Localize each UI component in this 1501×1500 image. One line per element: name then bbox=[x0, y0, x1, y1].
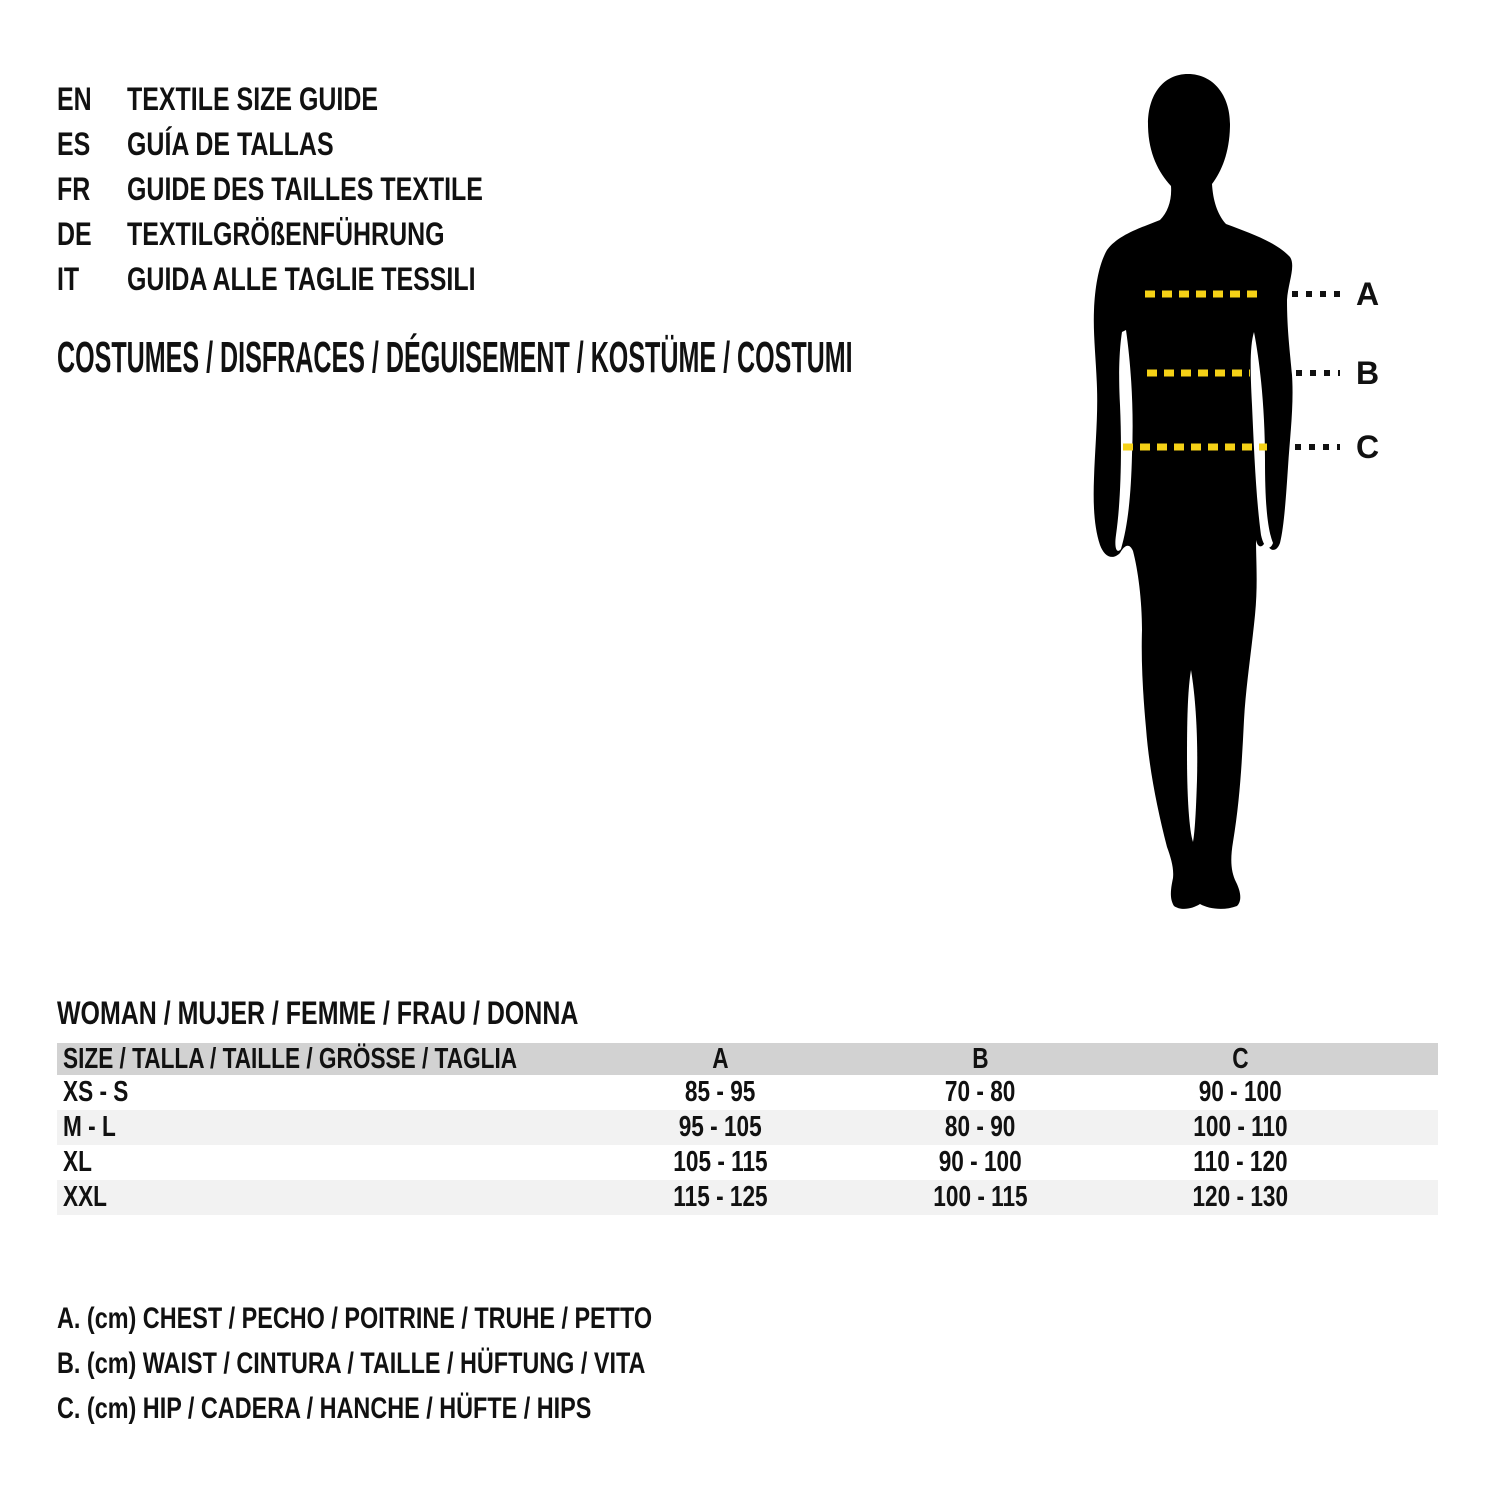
language-code: FR bbox=[57, 171, 91, 207]
table-row-m-l bbox=[57, 1110, 1438, 1145]
column-header-c: C bbox=[1231, 1042, 1249, 1075]
size-cell: XXL bbox=[63, 1181, 107, 1213]
chest-cell: 115 - 125 bbox=[672, 1181, 768, 1213]
table-row-xs-s bbox=[57, 1075, 1438, 1110]
table-section-title bbox=[57, 995, 725, 1031]
size-table bbox=[57, 1043, 1438, 1215]
table-row-xl bbox=[57, 1145, 1438, 1180]
language-title: TEXTILE SIZE GUIDE bbox=[127, 81, 379, 117]
waist-cell: 100 - 115 bbox=[932, 1181, 1028, 1213]
hip-cell: 120 - 130 bbox=[1192, 1181, 1288, 1213]
chest-cell: 105 - 115 bbox=[672, 1146, 768, 1178]
marker-c-label: C bbox=[1356, 429, 1380, 465]
language-code: IT bbox=[57, 261, 80, 297]
chest-cell: 85 - 95 bbox=[684, 1076, 756, 1108]
marker-a-label: A bbox=[1356, 276, 1380, 312]
language-title: TEXTILGRÖßENFÜHRUNG bbox=[127, 216, 445, 252]
chest-cell: 95 - 105 bbox=[678, 1111, 762, 1143]
size-table-header-row bbox=[57, 1043, 1438, 1075]
column-header-a: A bbox=[711, 1042, 729, 1075]
woman-silhouette-figure bbox=[1040, 60, 1420, 930]
size-cell: XS - S bbox=[63, 1076, 129, 1108]
legend-note-hip: C. (cm) HIP / CADERA / HANCHE / HÜFTE / HIPS bbox=[57, 1392, 592, 1425]
legend-note-waist: B. (cm) WAIST / CINTURA / TAILLE / HÜFTUNG / VITA bbox=[57, 1347, 646, 1380]
language-title: GUIDA ALLE TAGLIE TESSILI bbox=[127, 261, 476, 297]
measurement-legend bbox=[57, 1296, 820, 1431]
size-column-header: SIZE / TALLA / TAILLE / GRÖSSE / TAGLIA bbox=[63, 1042, 518, 1075]
size-cell: XL bbox=[63, 1146, 92, 1178]
category-heading-text: COSTUMES / DISFRACES / DÉGUISEMENT / KOSTÜME / COSTUMI bbox=[57, 333, 853, 382]
language-code: ES bbox=[57, 126, 91, 162]
language-title: GUIDE DES TAILLES TEXTILE bbox=[127, 171, 483, 207]
waist-cell: 80 - 90 bbox=[944, 1111, 1016, 1143]
legend-note-chest: A. (cm) CHEST / PECHO / POITRINE / TRUHE / PETTO bbox=[57, 1302, 653, 1335]
marker-b-label: B bbox=[1356, 355, 1380, 391]
waist-cell: 90 - 100 bbox=[938, 1146, 1022, 1178]
language-title: GUÍA DE TALLAS bbox=[127, 126, 334, 162]
table-section-title-text: WOMAN / MUJER / FEMME / FRAU / DONNA bbox=[57, 995, 579, 1031]
hip-cell: 100 - 110 bbox=[1192, 1111, 1288, 1143]
language-code: EN bbox=[57, 81, 92, 117]
table-row-xxl bbox=[57, 1180, 1438, 1215]
column-header-b: B bbox=[971, 1042, 989, 1075]
hip-cell: 110 - 120 bbox=[1192, 1146, 1288, 1178]
size-cell: M - L bbox=[63, 1111, 116, 1143]
hip-cell: 90 - 100 bbox=[1198, 1076, 1282, 1108]
waist-cell: 70 - 80 bbox=[944, 1076, 1016, 1108]
language-code: DE bbox=[57, 216, 92, 252]
